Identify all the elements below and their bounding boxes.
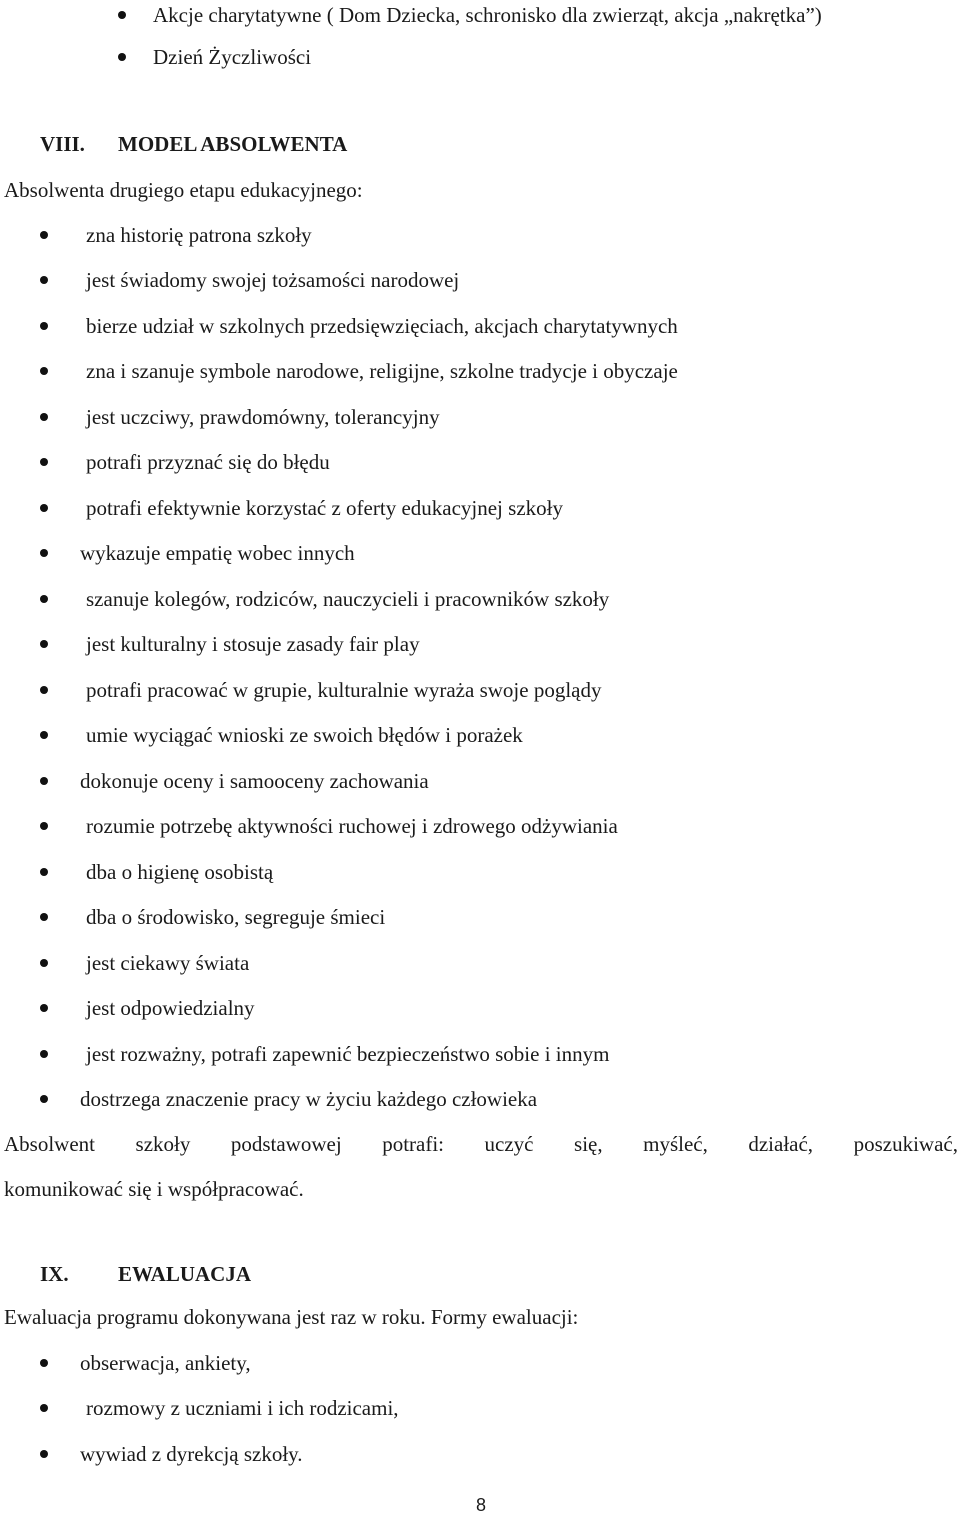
list-item: bierze udział w szkolnych przedsięwzięciach, akcjach charytatywnych [86, 314, 678, 338]
page-number: 8 [476, 1495, 487, 1515]
bullet-icon [40, 640, 48, 648]
bullet-icon [40, 1359, 48, 1367]
summary-word: potrafi: [382, 1132, 445, 1156]
section-9-title: EWALUACJA [118, 1262, 252, 1286]
list-item: jest uczciwy, prawdomówny, tolerancyjny [86, 405, 440, 429]
list-item: potrafi efektywnie korzystać z oferty edukacyjnej szkoły [86, 496, 563, 520]
summary-word: szkoły [135, 1132, 191, 1156]
bullet-icon [40, 549, 48, 557]
bullet-icon [40, 731, 48, 739]
list-item: zna historię patrona szkoły [86, 223, 312, 247]
bullet-icon [40, 913, 48, 921]
bullet-icon [40, 322, 48, 330]
bullet-icon [40, 1450, 48, 1458]
bullet-icon [40, 822, 48, 830]
bullet-icon [40, 1050, 48, 1058]
summary-word: poszukiwać, [853, 1132, 958, 1156]
section-8-number: VIII. [40, 132, 85, 156]
list-item: szanuje kolegów, rodziców, nauczycieli i pracowników szkoły [86, 587, 610, 611]
list-item: wykazuje empatię wobec innych [80, 541, 355, 565]
section-8-intro: Absolwenta drugiego etapu edukacyjnego: [4, 178, 363, 202]
bullet-icon [40, 413, 48, 421]
top-list-item: Akcje charytatywne ( Dom Dziecka, schronisko dla zwierząt, akcja „nakrętka”) [153, 3, 822, 27]
summary-line-1 [4, 1134, 958, 1155]
bullet-icon [40, 777, 48, 785]
list-item: dba o higienę osobistą [86, 860, 274, 884]
list-item: jest odpowiedzialny [86, 996, 255, 1020]
bullet-icon [40, 458, 48, 466]
bullet-icon [118, 11, 126, 19]
list-item: rozmowy z uczniami i ich rodzicami, [86, 1396, 399, 1420]
list-item: jest ciekawy świata [86, 951, 250, 975]
bullet-icon [40, 686, 48, 694]
bullet-icon [40, 1095, 48, 1103]
bullet-icon [40, 1004, 48, 1012]
top-list-item: Dzień Życzliwości [153, 45, 312, 69]
list-item: zna i szanuje symbole narodowe, religijne, szkolne tradycje i obyczaje [86, 359, 678, 383]
section-8-title: MODEL ABSOLWENTA [118, 132, 348, 156]
summary-word: Absolwent [4, 1132, 95, 1156]
summary-word: uczyć [484, 1132, 534, 1156]
list-item: dokonuje oceny i samooceny zachowania [80, 769, 429, 793]
bullet-icon [40, 1404, 48, 1412]
list-item: dba o środowisko, segreguje śmieci [86, 905, 386, 929]
list-item: obserwacja, ankiety, [80, 1351, 251, 1375]
list-item: potrafi przyznać się do błędu [86, 450, 330, 474]
list-item: jest rozważny, potrafi zapewnić bezpieczeństwo sobie i innym [86, 1042, 610, 1066]
summary-word: myśleć, [643, 1132, 708, 1156]
list-item: rozumie potrzebę aktywności ruchowej i zdrowego odżywiania [86, 814, 618, 838]
list-item: umie wyciągać wnioski ze swoich błędów i porażek [86, 723, 523, 747]
summary-word: działać, [748, 1132, 814, 1156]
bullet-icon [40, 231, 48, 239]
bullet-icon [40, 276, 48, 284]
section-9-number: IX. [40, 1262, 69, 1286]
bullet-icon [40, 959, 48, 967]
list-item: wywiad z dyrekcją szkoły. [80, 1442, 303, 1466]
bullet-icon [118, 53, 126, 61]
summary-word: podstawowej [230, 1132, 342, 1156]
summary-line-2: komunikować się i współpracować. [4, 1177, 304, 1201]
bullet-icon [40, 504, 48, 512]
bullet-icon [40, 595, 48, 603]
section-9-intro: Ewaluacja programu dokonywana jest raz w roku. Formy ewaluacji: [4, 1305, 579, 1329]
summary-word: się, [574, 1132, 603, 1156]
list-item: potrafi pracować w grupie, kulturalnie wyraża swoje poglądy [86, 678, 602, 702]
bullet-icon [40, 367, 48, 375]
list-item: dostrzega znaczenie pracy w życiu każdego człowieka [80, 1087, 538, 1111]
bullet-icon [40, 868, 48, 876]
list-item: jest kulturalny i stosuje zasady fair play [86, 632, 420, 656]
list-item: jest świadomy swojej tożsamości narodowej [86, 268, 460, 292]
